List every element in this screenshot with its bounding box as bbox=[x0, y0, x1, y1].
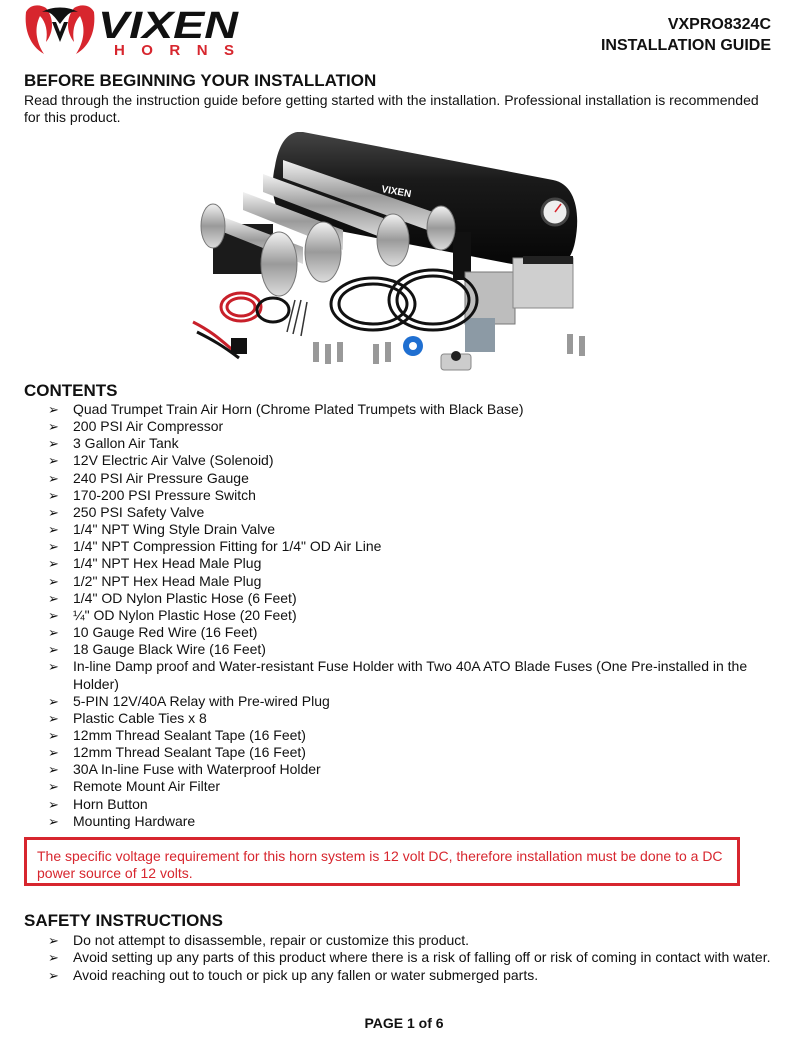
list-item bbox=[48, 967, 788, 984]
list-item-text: Avoid reaching out to touch or pick up any fallen or water submerged parts. bbox=[73, 966, 539, 983]
bullet-arrow-icon: ➢ bbox=[48, 453, 59, 469]
horn-button bbox=[441, 351, 471, 370]
list-item bbox=[48, 932, 788, 949]
bullet-arrow-icon: ➢ bbox=[48, 556, 59, 572]
relay bbox=[231, 338, 247, 354]
list-item-text: 12mm Thread Sealant Tape (16 Feet) bbox=[73, 726, 306, 743]
list-item-text: 12V Electric Air Valve (Solenoid) bbox=[73, 452, 274, 469]
list-item-text: 18 Gauge Black Wire (16 Feet) bbox=[73, 641, 266, 658]
list-item bbox=[48, 796, 758, 813]
list-item bbox=[48, 452, 758, 469]
list-item bbox=[48, 521, 758, 538]
list-item bbox=[48, 727, 758, 744]
page-number: PAGE 1 of 6 bbox=[364, 1015, 444, 1031]
bullet-arrow-icon: ➢ bbox=[48, 813, 59, 829]
bullet-arrow-icon: ➢ bbox=[48, 419, 59, 435]
bullet-arrow-icon: ➢ bbox=[48, 727, 59, 743]
bullet-arrow-icon: ➢ bbox=[48, 762, 59, 778]
list-item-text: 1/4" NPT Compression Fitting for 1/4" OD Air Line bbox=[73, 538, 382, 555]
bullet-arrow-icon: ➢ bbox=[48, 779, 59, 795]
list-item-text: Avoid setting up any parts of this product where there is a risk of falling off or risk of coming in contact with water. bbox=[73, 949, 771, 966]
pressure-gauge bbox=[542, 199, 568, 225]
list-item-text: 1/4" OD Nylon Plastic Hose (6 Feet) bbox=[73, 589, 297, 606]
list-item bbox=[48, 470, 758, 487]
bullet-arrow-icon: ➢ bbox=[48, 625, 59, 641]
bullet-arrow-icon: ➢ bbox=[48, 745, 59, 761]
list-item bbox=[48, 538, 758, 555]
intro-paragraph: Read through the instruction guide before getting started with the installation. Professional installation is recommended for this product. bbox=[24, 92, 759, 125]
list-item-text: Horn Button bbox=[73, 795, 148, 812]
list-item-text: 200 PSI Air Compressor bbox=[73, 418, 224, 435]
list-item bbox=[48, 624, 758, 641]
list-item-text: In-line Damp proof and Water-resistant Fuse Holder with Two 40A ATO Blade Fuses (One Pre-installed in the Holder) bbox=[73, 658, 748, 692]
list-item-text: Mounting Hardware bbox=[73, 812, 196, 829]
document-title: INSTALLATION GUIDE bbox=[600, 37, 771, 54]
logo-wordmark-bottom: HORNS bbox=[114, 42, 234, 58]
model-number: VXPRO8324C bbox=[667, 16, 771, 33]
bullet-arrow-icon: ➢ bbox=[48, 659, 59, 675]
bullet-arrow-icon: ➢ bbox=[48, 967, 59, 983]
tank-logo-label: VIXEN bbox=[380, 184, 412, 201]
bullet-arrow-icon: ➢ bbox=[48, 402, 59, 417]
bullet-arrow-icon: ➢ bbox=[48, 573, 59, 589]
list-item-text: 30A In-line Fuse with Waterproof Holder bbox=[73, 761, 321, 778]
bullet-arrow-icon: ➢ bbox=[48, 590, 59, 606]
list-item bbox=[48, 487, 758, 504]
list-item bbox=[48, 555, 758, 572]
list-item bbox=[48, 710, 758, 727]
list-item bbox=[48, 761, 758, 778]
list-item-text: ¼" OD Nylon Plastic Hose (20 Feet) bbox=[73, 606, 297, 623]
bullet-arrow-icon: ➢ bbox=[48, 710, 59, 726]
contents-heading: CONTENTS bbox=[24, 381, 118, 400]
list-item bbox=[48, 641, 758, 658]
list-item bbox=[48, 744, 758, 761]
list-item bbox=[48, 813, 758, 830]
bullet-arrow-icon: ➢ bbox=[48, 642, 59, 658]
bullet-arrow-icon: ➢ bbox=[48, 436, 59, 452]
list-item bbox=[48, 573, 758, 590]
bullet-arrow-icon: ➢ bbox=[48, 522, 59, 538]
document-header bbox=[601, 14, 771, 56]
vixen-horns-logo bbox=[22, 2, 240, 58]
list-item bbox=[48, 504, 758, 521]
thread-sealant-tape bbox=[403, 336, 423, 356]
list-item-text: 5-PIN 12V/40A Relay with Pre-wired Plug bbox=[73, 692, 330, 709]
bullet-arrow-icon: ➢ bbox=[48, 470, 59, 486]
horns-emblem-icon bbox=[26, 5, 95, 54]
logo-wordmark-top: VIXEN bbox=[98, 5, 240, 47]
list-item-text: Do not attempt to disassemble, repair or customize this product. bbox=[73, 932, 470, 948]
bullet-arrow-icon: ➢ bbox=[48, 693, 59, 709]
cable-ties bbox=[287, 300, 307, 336]
list-item bbox=[48, 435, 758, 452]
list-item bbox=[48, 658, 758, 692]
bullet-arrow-icon: ➢ bbox=[48, 487, 59, 503]
before-heading: BEFORE BEGINNING YOUR INSTALLATION bbox=[24, 71, 377, 90]
list-item-text: 12mm Thread Sealant Tape (16 Feet) bbox=[73, 744, 306, 761]
bullet-arrow-icon: ➢ bbox=[48, 933, 59, 948]
list-item-text: 240 PSI Air Pressure Gauge bbox=[73, 469, 249, 486]
list-item bbox=[48, 949, 788, 966]
list-item bbox=[48, 693, 758, 710]
list-item-text: 1/2" NPT Hex Head Male Plug bbox=[73, 572, 262, 589]
list-item-text: Quad Trumpet Train Air Horn (Chrome Plated Trumpets with Black Base) bbox=[73, 401, 524, 417]
voltage-warning-box bbox=[24, 837, 740, 886]
list-item bbox=[48, 401, 758, 418]
list-item bbox=[48, 778, 758, 795]
bullet-arrow-icon: ➢ bbox=[48, 504, 59, 520]
list-item bbox=[48, 607, 758, 624]
voltage-warning-text: The specific voltage requirement for this horn system is 12 volt DC, therefore installation must be done to a DC power source of 12 volts. bbox=[37, 848, 723, 881]
bullet-arrow-icon: ➢ bbox=[48, 950, 59, 966]
bullet-arrow-icon: ➢ bbox=[48, 539, 59, 555]
list-item-text: 1/4" NPT Hex Head Male Plug bbox=[73, 555, 262, 572]
bullet-arrow-icon: ➢ bbox=[48, 607, 59, 623]
list-item-text: 170-200 PSI Pressure Switch bbox=[73, 486, 256, 503]
list-item-text: 1/4" NPT Wing Style Drain Valve bbox=[73, 521, 276, 538]
list-item-text: 3 Gallon Air Tank bbox=[73, 435, 179, 452]
list-item bbox=[48, 418, 758, 435]
list-item-text: Plastic Cable Ties x 8 bbox=[73, 709, 207, 726]
product-kit-image bbox=[183, 132, 615, 380]
list-item-text: 10 Gauge Red Wire (16 Feet) bbox=[73, 624, 258, 641]
contents-list bbox=[48, 401, 758, 830]
safety-list bbox=[48, 932, 788, 984]
safety-heading: SAFETY INSTRUCTIONS bbox=[24, 911, 223, 930]
list-item-text: 250 PSI Safety Valve bbox=[73, 503, 205, 520]
list-item-text: Remote Mount Air Filter bbox=[73, 778, 221, 795]
air-compressor bbox=[465, 256, 573, 352]
list-item bbox=[48, 590, 758, 607]
bullet-arrow-icon: ➢ bbox=[48, 796, 59, 812]
